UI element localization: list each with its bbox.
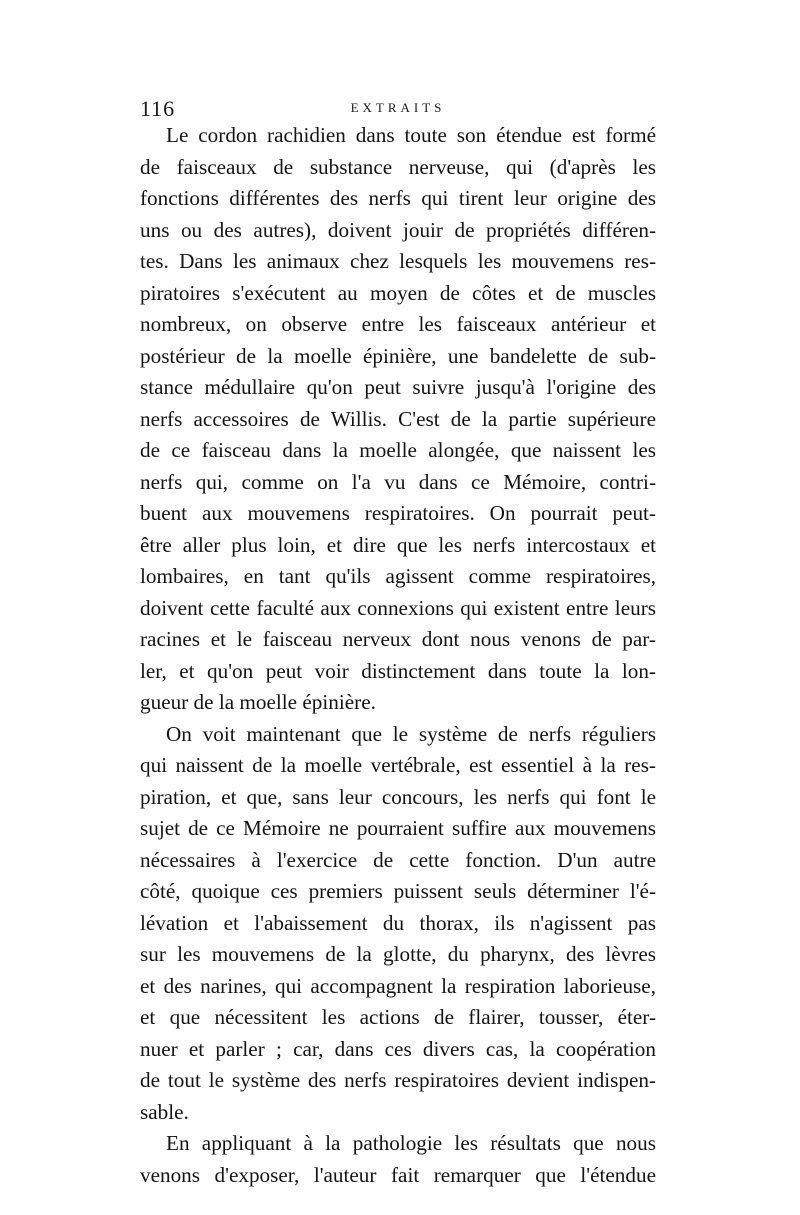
text-line: être aller plus loin, et dire que les nerfs intercostaux et: [140, 532, 656, 557]
text-line: nécessaires à l'exercice de cette fonction. D'un autre: [140, 847, 656, 872]
text-line: doivent cette faculté aux connexions qui existent entre leurs: [140, 595, 656, 620]
page-header: [140, 96, 656, 122]
text-line: de ce faisceau dans la moelle alongée, que naissent les: [140, 438, 656, 462]
text-line: sable.: [140, 1099, 189, 1124]
text-line: venons d'exposer, l'auteur fait remarquer que l'étendue: [140, 1162, 656, 1187]
text-line: buent aux mouvemens respiratoires. On pourrait peut-: [140, 501, 656, 525]
text-line: racines et le faisceau nerveux dont nous venons de par-: [140, 627, 656, 651]
text-line: tes. Dans les animaux chez lesquels les mouvemens res-: [140, 249, 656, 273]
text-line: gueur de la moelle épinière.: [140, 690, 376, 714]
text-line: lévation et l'abaissement du thorax, ils n'agissent pas: [140, 910, 656, 935]
text-line: sur les mouvemens de la glotte, du pharynx, des lèvres: [140, 942, 656, 966]
running-head: EXTRAITS: [350, 100, 446, 115]
text-line: nerfs accessoires de Willis. C'est de la partie supérieure: [140, 406, 656, 431]
text-line: nombreux, on observe entre les faisceaux antérieur et: [140, 312, 656, 336]
text-line: et que nécessitent les actions de flairer, tousser, éter-: [140, 1005, 656, 1029]
text-line: stance médullaire qu'on peut suivre jusqu'à l'origine des: [140, 375, 656, 399]
text-line: Le cordon rachidien dans toute son étendue est formé: [166, 123, 656, 147]
text-line: nuer et parler ; car, dans ces divers cas, la coopération: [140, 1036, 656, 1061]
text-line: qui naissent de la moelle vertébrale, est essentiel à la res-: [140, 753, 656, 777]
text-line: fonctions différentes des nerfs qui tirent leur origine des: [140, 186, 656, 210]
body-text: [140, 120, 656, 1191]
text-line: piration, et que, sans leur concours, les nerfs qui font le: [140, 784, 656, 809]
page-number: 116: [140, 96, 176, 121]
text-line: uns ou des autres), doivent jouir de propriétés différen-: [140, 217, 656, 242]
text-line: lombaires, en tant qu'ils agissent comme respiratoires,: [140, 564, 656, 588]
text-line: ler, et qu'on peut voir distinctement dans toute la lon-: [140, 658, 656, 683]
text-line: de tout le système des nerfs respiratoires devient indispen-: [140, 1068, 656, 1092]
text-line: et des narines, qui accompagnent la respiration laborieuse,: [140, 973, 656, 998]
text-line: côté, quoique ces premiers puissent seuls déterminer l'é-: [140, 879, 656, 903]
text-line: sujet de ce Mémoire ne pourraient suffire aux mouvemens: [140, 816, 656, 840]
text-line: postérieur de la moelle épinière, une bandelette de sub-: [140, 343, 656, 368]
text-line: On voit maintenant que le système de nerfs réguliers: [166, 721, 656, 746]
text-line: En appliquant à la pathologie les résultats que nous: [166, 1131, 656, 1155]
text-line: piratoires s'exécutent au moyen de côtes et de muscles: [140, 280, 656, 305]
text-line: de faisceaux de substance nerveuse, qui (d'après les: [140, 154, 656, 179]
text-line: nerfs qui, comme on l'a vu dans ce Mémoire, contri-: [140, 469, 656, 494]
